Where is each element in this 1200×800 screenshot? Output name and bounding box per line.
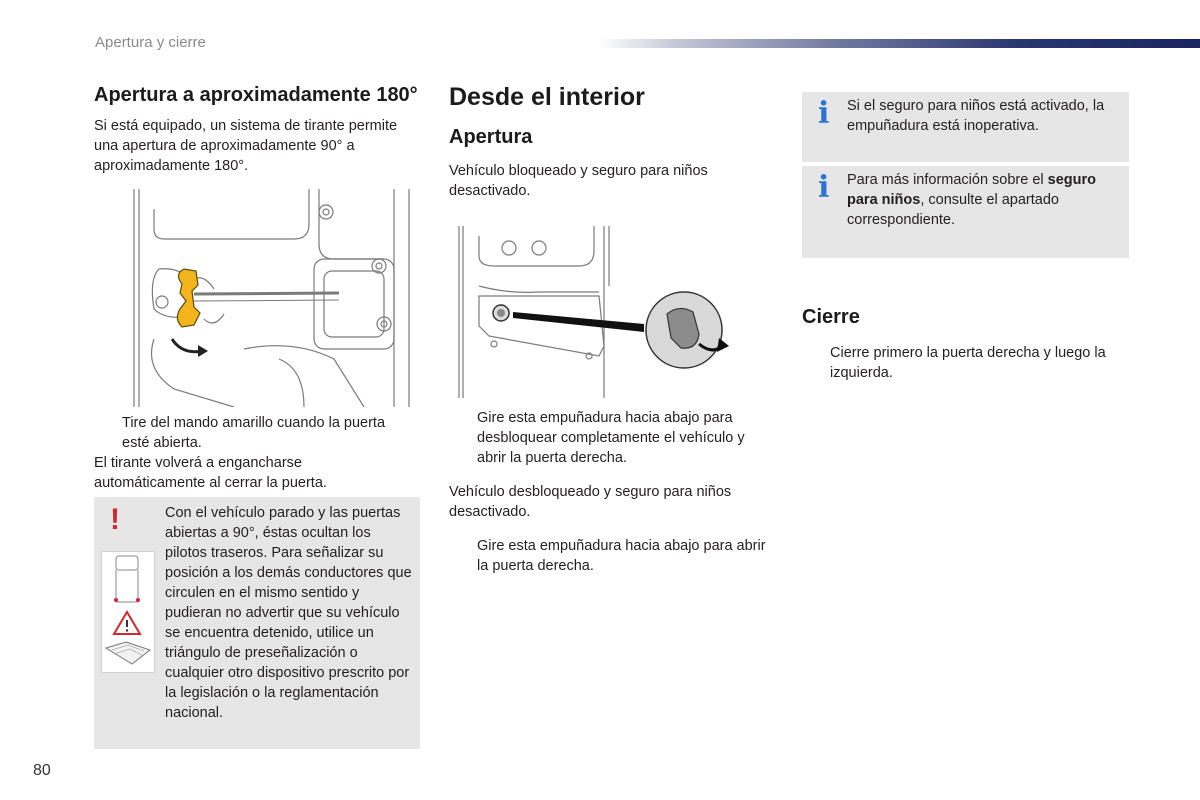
heading-closing: Cierre	[802, 306, 860, 328]
column-closing	[802, 304, 1129, 383]
state-locked-text: Vehículo bloqueado y seguro para niños desactivado.	[449, 163, 708, 199]
info-text-child-lock: Si el seguro para niños está activado, la empuñadura está inoperativa.	[847, 98, 1105, 134]
door-strap-drawing	[94, 189, 420, 407]
warning-box	[94, 497, 420, 749]
warning-icon: !	[110, 503, 120, 536]
header-gradient-bar	[600, 39, 1200, 48]
heading-opening: Apertura	[449, 126, 533, 148]
section-header: Apertura y cierre	[95, 34, 206, 51]
warning-triangle-illustration	[101, 551, 155, 673]
warning-text: Con el vehículo parado y las puertas abiertas a 90°, éstas ocultan los pilotos traseros. Para señalizar su posición a los demás conductores que circulen en el mismo sentido y pudieran no advertir que su vehículo se encuentra detenido, utilice un triángulo de preseñalización o cualquier otro dispositivo prescrito por la legislación o la reglamentación nacional.	[165, 505, 412, 721]
info-icon: i	[818, 170, 830, 205]
heading-180-opening: Apertura a aproximadamente 180°	[94, 84, 418, 106]
bullet-turn-handle-open: Gire esta empuñadura hacia abajo para abrir la puerta derecha.	[477, 538, 766, 574]
info-box-child-lock-active	[802, 92, 1129, 162]
intro-paragraph: Si está equipado, un sistema de tirante permite una apertura de aproximadamente 90° a aproximadamente 180°.	[94, 118, 398, 174]
page-number: 80	[33, 762, 51, 779]
link-child-lock: seguro para niños	[847, 172, 1097, 208]
bullet-turn-handle-unlock: Gire esta empuñadura hacia abajo para desbloquear completamente el vehículo y abrir la puerta derecha.	[477, 410, 745, 466]
interior-handle-drawing	[449, 226, 749, 398]
column-from-inside	[449, 82, 769, 576]
info-text-reference: Para más información sobre el seguro para niños, consulte el apartado correspondiente.	[847, 172, 1097, 228]
info-icon: i	[818, 96, 830, 131]
column-door-strap	[94, 82, 420, 493]
heading-from-inside: Desde el interior	[449, 83, 645, 111]
info-box-child-lock-reference	[802, 166, 1129, 258]
interior-handle-illustration	[449, 226, 749, 398]
bullet-pull-yellow-control: Tire del mando amarillo cuando la puerta esté abierta.	[122, 415, 386, 451]
state-unlocked-text: Vehículo desbloqueado y seguro para niños desactivado.	[449, 484, 732, 520]
yellow-strap-control	[177, 269, 200, 327]
reengage-note: El tirante volverá a engancharse automáticamente al cerrar la puerta.	[94, 455, 327, 491]
door-strap-illustration	[94, 189, 420, 407]
bullet-close-order: Cierre primero la puerta derecha y luego la izquierda.	[830, 345, 1106, 381]
